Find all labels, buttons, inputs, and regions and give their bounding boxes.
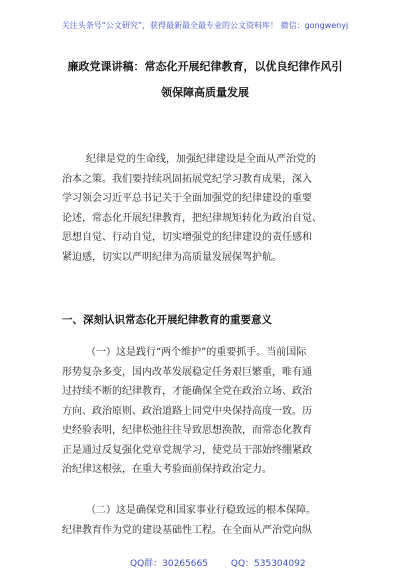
text-line: 方向、政治原则、政治道路上同党中央保持高度一致。历 xyxy=(62,405,312,417)
text-line: （二）这是确保党和国家事业行稳致远的根本保障。 xyxy=(86,505,316,516)
intro-paragraph xyxy=(62,150,354,267)
text-line: 正是通过反复强化党章党规学习，使党员干部始终绷紧政 xyxy=(62,444,312,456)
text-line: 治纪律这根弦，在重大考验面前保持政治定力。 xyxy=(62,464,272,475)
section-heading: 一、深刻认识常态化开展纪律教育的重要意义 xyxy=(62,314,272,326)
qq-group-label[interactable]: QQ群：30265665 xyxy=(130,559,208,569)
text-line: 过持续不断的纪律教育，才能确保全党在政治立场、政治 xyxy=(62,386,312,397)
text-line: 思想自觉、行动自觉，切实增强党的纪律建设的责任感和 xyxy=(62,232,312,243)
document-title-line1: 廉政党课讲稿：常态化开展纪律教育，以优良纪律作风引 xyxy=(67,60,343,73)
footer-contact xyxy=(130,556,306,569)
paragraph-1 xyxy=(62,343,354,480)
document-title-line2: 领保障高质量发展 xyxy=(161,86,249,99)
text-line: 治本之策。我们要持续巩固拓展党纪学习教育成果，深入 xyxy=(62,173,312,185)
text-line: 论述，常态化开展纪律教育，把纪律规矩转化为政治自觉、 xyxy=(62,212,322,224)
text-line: 形势复杂多变，国内改革发展稳定任务艰巨繁重，唯有通 xyxy=(62,366,312,378)
text-line: 纪律教育作为党的建设基础性工程。在全面从严治党向纵 xyxy=(62,524,312,536)
header-banner[interactable]: 关注头条号“公文研究”，获得最新最全最专业的公文资料库！ 微信：gongwenyj xyxy=(61,21,349,30)
text-line: 学习领会习近平总书记关于全面加强党的纪律建设的重要 xyxy=(62,193,312,204)
qq-number-label[interactable]: QQ：535304092 xyxy=(230,559,306,569)
text-line: 纪律是党的生命线，加强纪律建设是全面从严治党的 xyxy=(86,154,316,165)
paragraph-2 xyxy=(62,501,354,540)
text-line: 史经验表明，纪律松弛往往导致思想涣散，而常态化教育 xyxy=(62,425,312,436)
text-line: 紧迫感，切实以严明纪律为高质量发展保驾护航。 xyxy=(62,251,282,263)
text-line: （一）这是践行“两个维护”的重要抓手。当前国际 xyxy=(86,347,307,358)
